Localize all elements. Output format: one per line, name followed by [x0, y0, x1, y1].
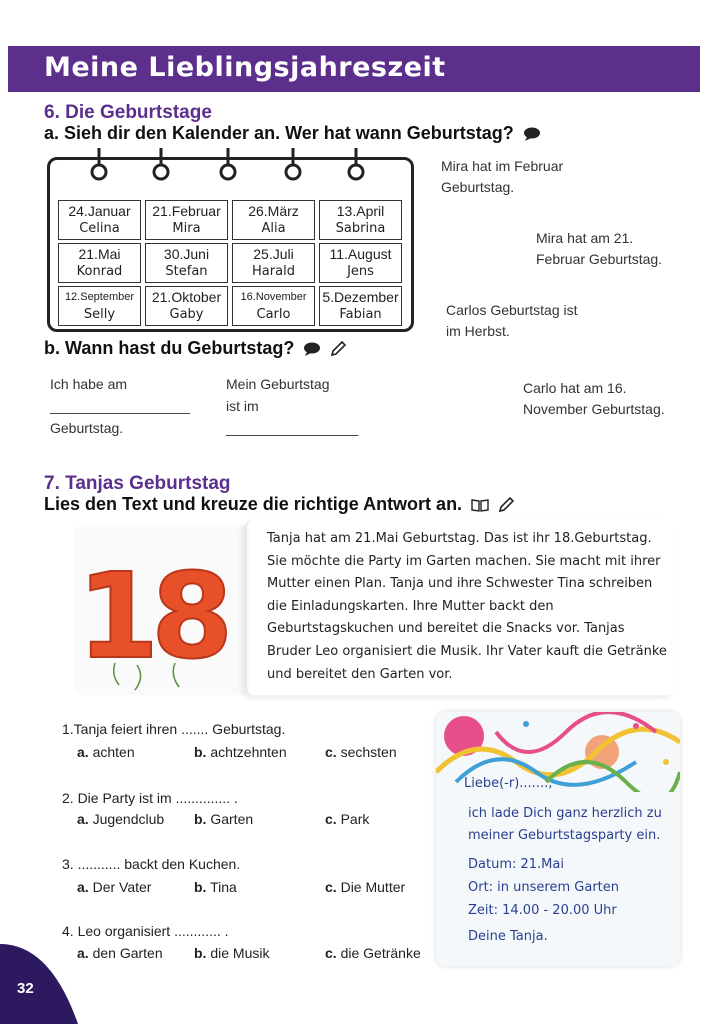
- invitation-card: [436, 712, 680, 966]
- answer-option[interactable]: a. den Garten: [77, 945, 163, 961]
- invitation-greeting: Liebe(-r).......,: [464, 776, 553, 791]
- fill-in-1: Ich habe am __________________ Geburtstag.: [50, 376, 191, 436]
- answer-option[interactable]: c. Die Mutter: [325, 879, 406, 895]
- calendar-cell: 5.Dezember Fabian: [319, 286, 402, 326]
- statement-2: Mira hat am 21. Februar Geburtstag.: [536, 230, 663, 267]
- invitation-line-1: ich lade Dich ganz herzlich zu: [468, 806, 662, 821]
- task-6a-text: a. Sieh dir den Kalender an. Wer hat wann Geburtstag?: [44, 123, 514, 143]
- question-3: 3. ........... backt den Kuchen.: [62, 856, 241, 872]
- answer-option[interactable]: b. achtzehnten: [194, 744, 287, 760]
- answer-option[interactable]: b. Tina: [194, 879, 237, 895]
- answer-option[interactable]: b. die Musik: [194, 945, 270, 961]
- calendar-ring-icon: [89, 148, 109, 184]
- page-number: 32: [17, 980, 34, 997]
- blank-line[interactable]: _________________: [226, 420, 359, 436]
- task-6a: [44, 123, 541, 144]
- question-4: 4. Leo organisiert ............ .: [62, 923, 229, 939]
- calendar-cell: 21.Februar Mira: [145, 200, 228, 240]
- answer-option[interactable]: c. Park: [325, 811, 370, 827]
- balloon-photo: [75, 525, 250, 695]
- fill-in-2: Mein Geburtstag ist im _________________: [226, 373, 358, 439]
- calendar-ring-icon: [283, 148, 303, 184]
- invitation-date: Datum: 21.Mai: [468, 857, 564, 872]
- statement-1: Mira hat im Februar Geburtstag.: [441, 158, 564, 195]
- answer-option[interactable]: a. Jugendclub: [77, 811, 165, 827]
- header-banner: [8, 46, 700, 92]
- answer-option[interactable]: b. Garten: [194, 811, 254, 827]
- invitation-line-2: meiner Geburtstagsparty ein.: [468, 828, 661, 843]
- answer-option[interactable]: a. achten: [77, 744, 135, 760]
- speech-bubble-icon: [523, 127, 541, 141]
- calendar-grid: [58, 200, 402, 326]
- calendar-cell: 26.März Alia: [232, 200, 315, 240]
- calendar-cell: 12.September Selly: [58, 286, 141, 326]
- pencil-icon: [330, 341, 346, 357]
- invitation-signature: Deine Tanja.: [468, 929, 548, 944]
- task-7: [44, 494, 514, 515]
- question-1: 1.Tanja feiert ihren ....... Geburtstag.: [62, 721, 286, 737]
- statement-4: Carlo hat am 16. November Geburtstag.: [523, 380, 665, 417]
- answer-option[interactable]: a. Der Vater: [77, 879, 152, 895]
- section-7-title: 7. Tanjas Geburtstag: [44, 473, 231, 494]
- book-icon: [471, 498, 489, 512]
- task-6b: [44, 338, 346, 359]
- blank-line[interactable]: __________________: [50, 398, 191, 414]
- reading-text: Tanja hat am 21.Mai Geburtstag. Das ist ihr 18.Geburtstag. Sie möchte die Party im Garten machen. Sie macht mit ihrer Mutter einen Plan. Tanja und ihre Schwester Tina schreiben die Einladungskarten. Ihre Mutter backt den Geburtstagskuchen und bereitet die Snacks vor. Tanjas Bruder Leo organisiert die Musik. Ihr Vater kauft die Getränke und bereitet den Garten vor.: [267, 531, 667, 682]
- reading-text-box: [245, 520, 675, 695]
- invitation-place: Ort: in unserem Garten: [468, 880, 619, 895]
- calendar-cell: 30.Juni Stefan: [145, 243, 228, 283]
- calendar-cell: 21.Mai Konrad: [58, 243, 141, 283]
- calendar-cell: 11.August Jens: [319, 243, 402, 283]
- pencil-icon: [498, 497, 514, 513]
- page-title: Meine Lieblingsjahreszeit: [44, 52, 446, 83]
- statement-3: Carlos Geburtstag ist im Herbst.: [446, 302, 578, 339]
- speech-bubble-icon: [303, 342, 321, 356]
- calendar-cell: 21.Oktober Gaby: [145, 286, 228, 326]
- page-corner-decoration: [0, 944, 80, 1024]
- calendar-ring-icon: [151, 148, 171, 184]
- calendar-ring-icon: [218, 148, 238, 184]
- calendar-cell: 13.April Sabrina: [319, 200, 402, 240]
- question-2: 2. Die Party ist im .............. .: [62, 790, 238, 806]
- number-balloon-image: [75, 525, 250, 695]
- calendar-ring-icon: [346, 148, 366, 184]
- section-6-title: 6. Die Geburtstage: [44, 102, 212, 123]
- task-6b-text: b. Wann hast du Geburtstag?: [44, 338, 295, 358]
- answer-option[interactable]: c. die Getränke: [325, 945, 421, 961]
- invitation-time: Zeit: 14.00 - 20.00 Uhr: [468, 903, 617, 918]
- calendar-cell: 25.Juli Harald: [232, 243, 315, 283]
- task-7-text: Lies den Text und kreuze die richtige Antwort an.: [44, 494, 463, 514]
- calendar-cell: 24.Januar Celina: [58, 200, 141, 240]
- balloon-number: 18: [77, 547, 226, 685]
- calendar-cell: 16.November Carlo: [232, 286, 315, 326]
- answer-option[interactable]: c. sechsten: [325, 744, 397, 760]
